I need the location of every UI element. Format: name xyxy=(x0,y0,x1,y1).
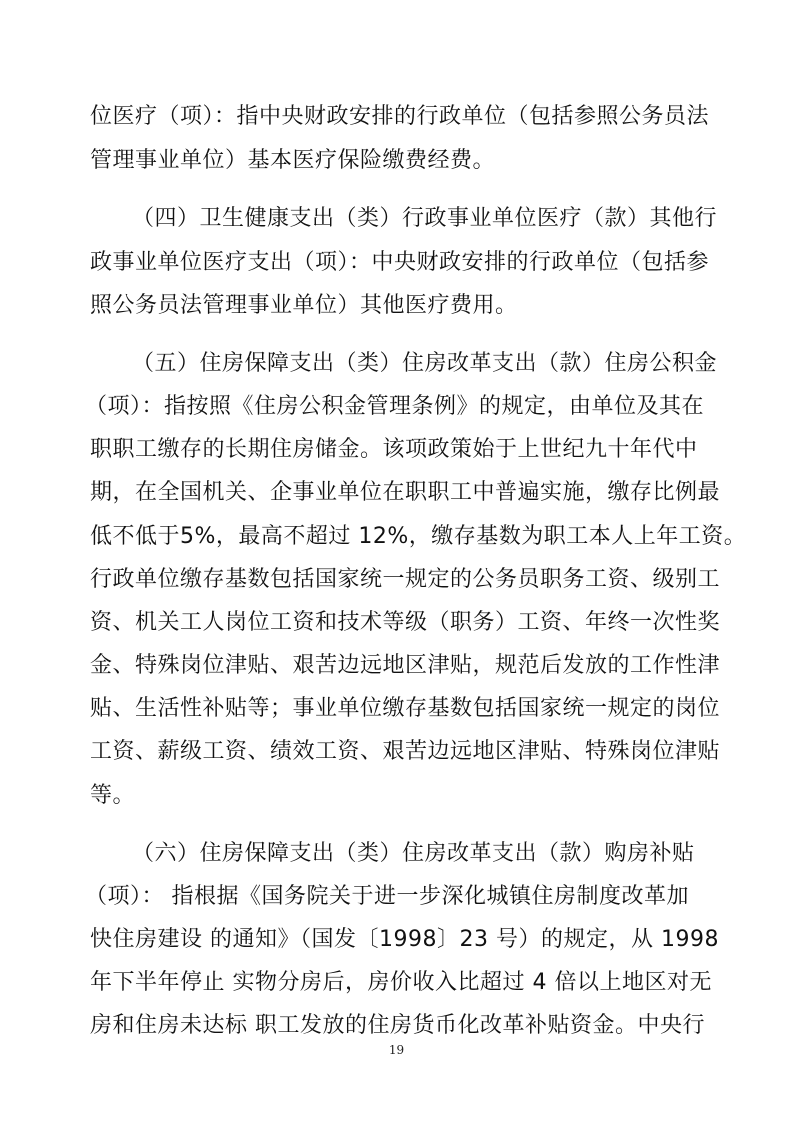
text-line: 等。 xyxy=(90,783,136,808)
text-line: 行政单位缴存基数包括国家统一规定的公务员职务工资、级别工 xyxy=(90,567,721,592)
text-line: 照公务员法管理事业单位）其他医疗费用。 xyxy=(90,293,518,318)
section-heading-line: （四）卫生健康支出（类）行政事业单位医疗（款）其他行 xyxy=(132,206,718,231)
text-line: 管理事业单位）基本医疗保险缴费经费。 xyxy=(90,148,496,173)
section-heading-line: （六）住房保障支出（类）住房改革支出（款）购房补贴 xyxy=(132,841,695,866)
text-line: 房和住房未达标 职工发放的住房货币化改革补贴资金。中央行 xyxy=(90,1013,705,1038)
text-line: 位医疗（项）：指中央财政安排的行政单位（包括参照公务员法 xyxy=(90,104,710,129)
text-line: 贴、生活性补贴等；事业单位缴存基数包括国家统一规定的岗位 xyxy=(90,696,721,721)
text-line: （项）： 指根据《国务院关于进一步深化城镇住房制度改革加 xyxy=(85,884,689,909)
text-line: 快住房建设 的通知》（国发〔1998〕23 号）的规定，从 1998 xyxy=(90,927,719,952)
text-line: 政事业单位医疗支出（项）：中央财政安排的行政单位（包括参 xyxy=(90,250,710,275)
section-heading-line: （五）住房保障支出（类）住房改革支出（款）住房公积金 xyxy=(132,351,718,376)
page-number: 19 xyxy=(388,1043,405,1057)
text-line: 金、特殊岗位津贴、艰苦边远地区津贴，规范后发放的工作性津 xyxy=(90,653,721,678)
text-line: 年下半年停止 实物分房后，房价收入比超过 4 倍以上地区对无 xyxy=(90,970,712,995)
text-line: 资、机关工人岗位工资和技术等级（职务）工资、年终一次性奖 xyxy=(90,610,721,635)
text-line: 期，在全国机关、企事业单位在职职工中普遍实施，缴存比例最 xyxy=(90,480,721,505)
text-line: 职职工缴存的长期住房储金。该项政策始于上世纪九十年代中 xyxy=(90,437,698,462)
text-line: （项）：指按照《住房公积金管理条例》的规定，由单位及其在 xyxy=(85,394,705,419)
text-line: 工资、薪级工资、绩效工资、艰苦边远地区津贴、特殊岗位津贴 xyxy=(90,739,721,764)
text-line: 低不低于5%，最高不超过 12%，缴存基数为职工本人上年工资。 xyxy=(90,524,747,549)
